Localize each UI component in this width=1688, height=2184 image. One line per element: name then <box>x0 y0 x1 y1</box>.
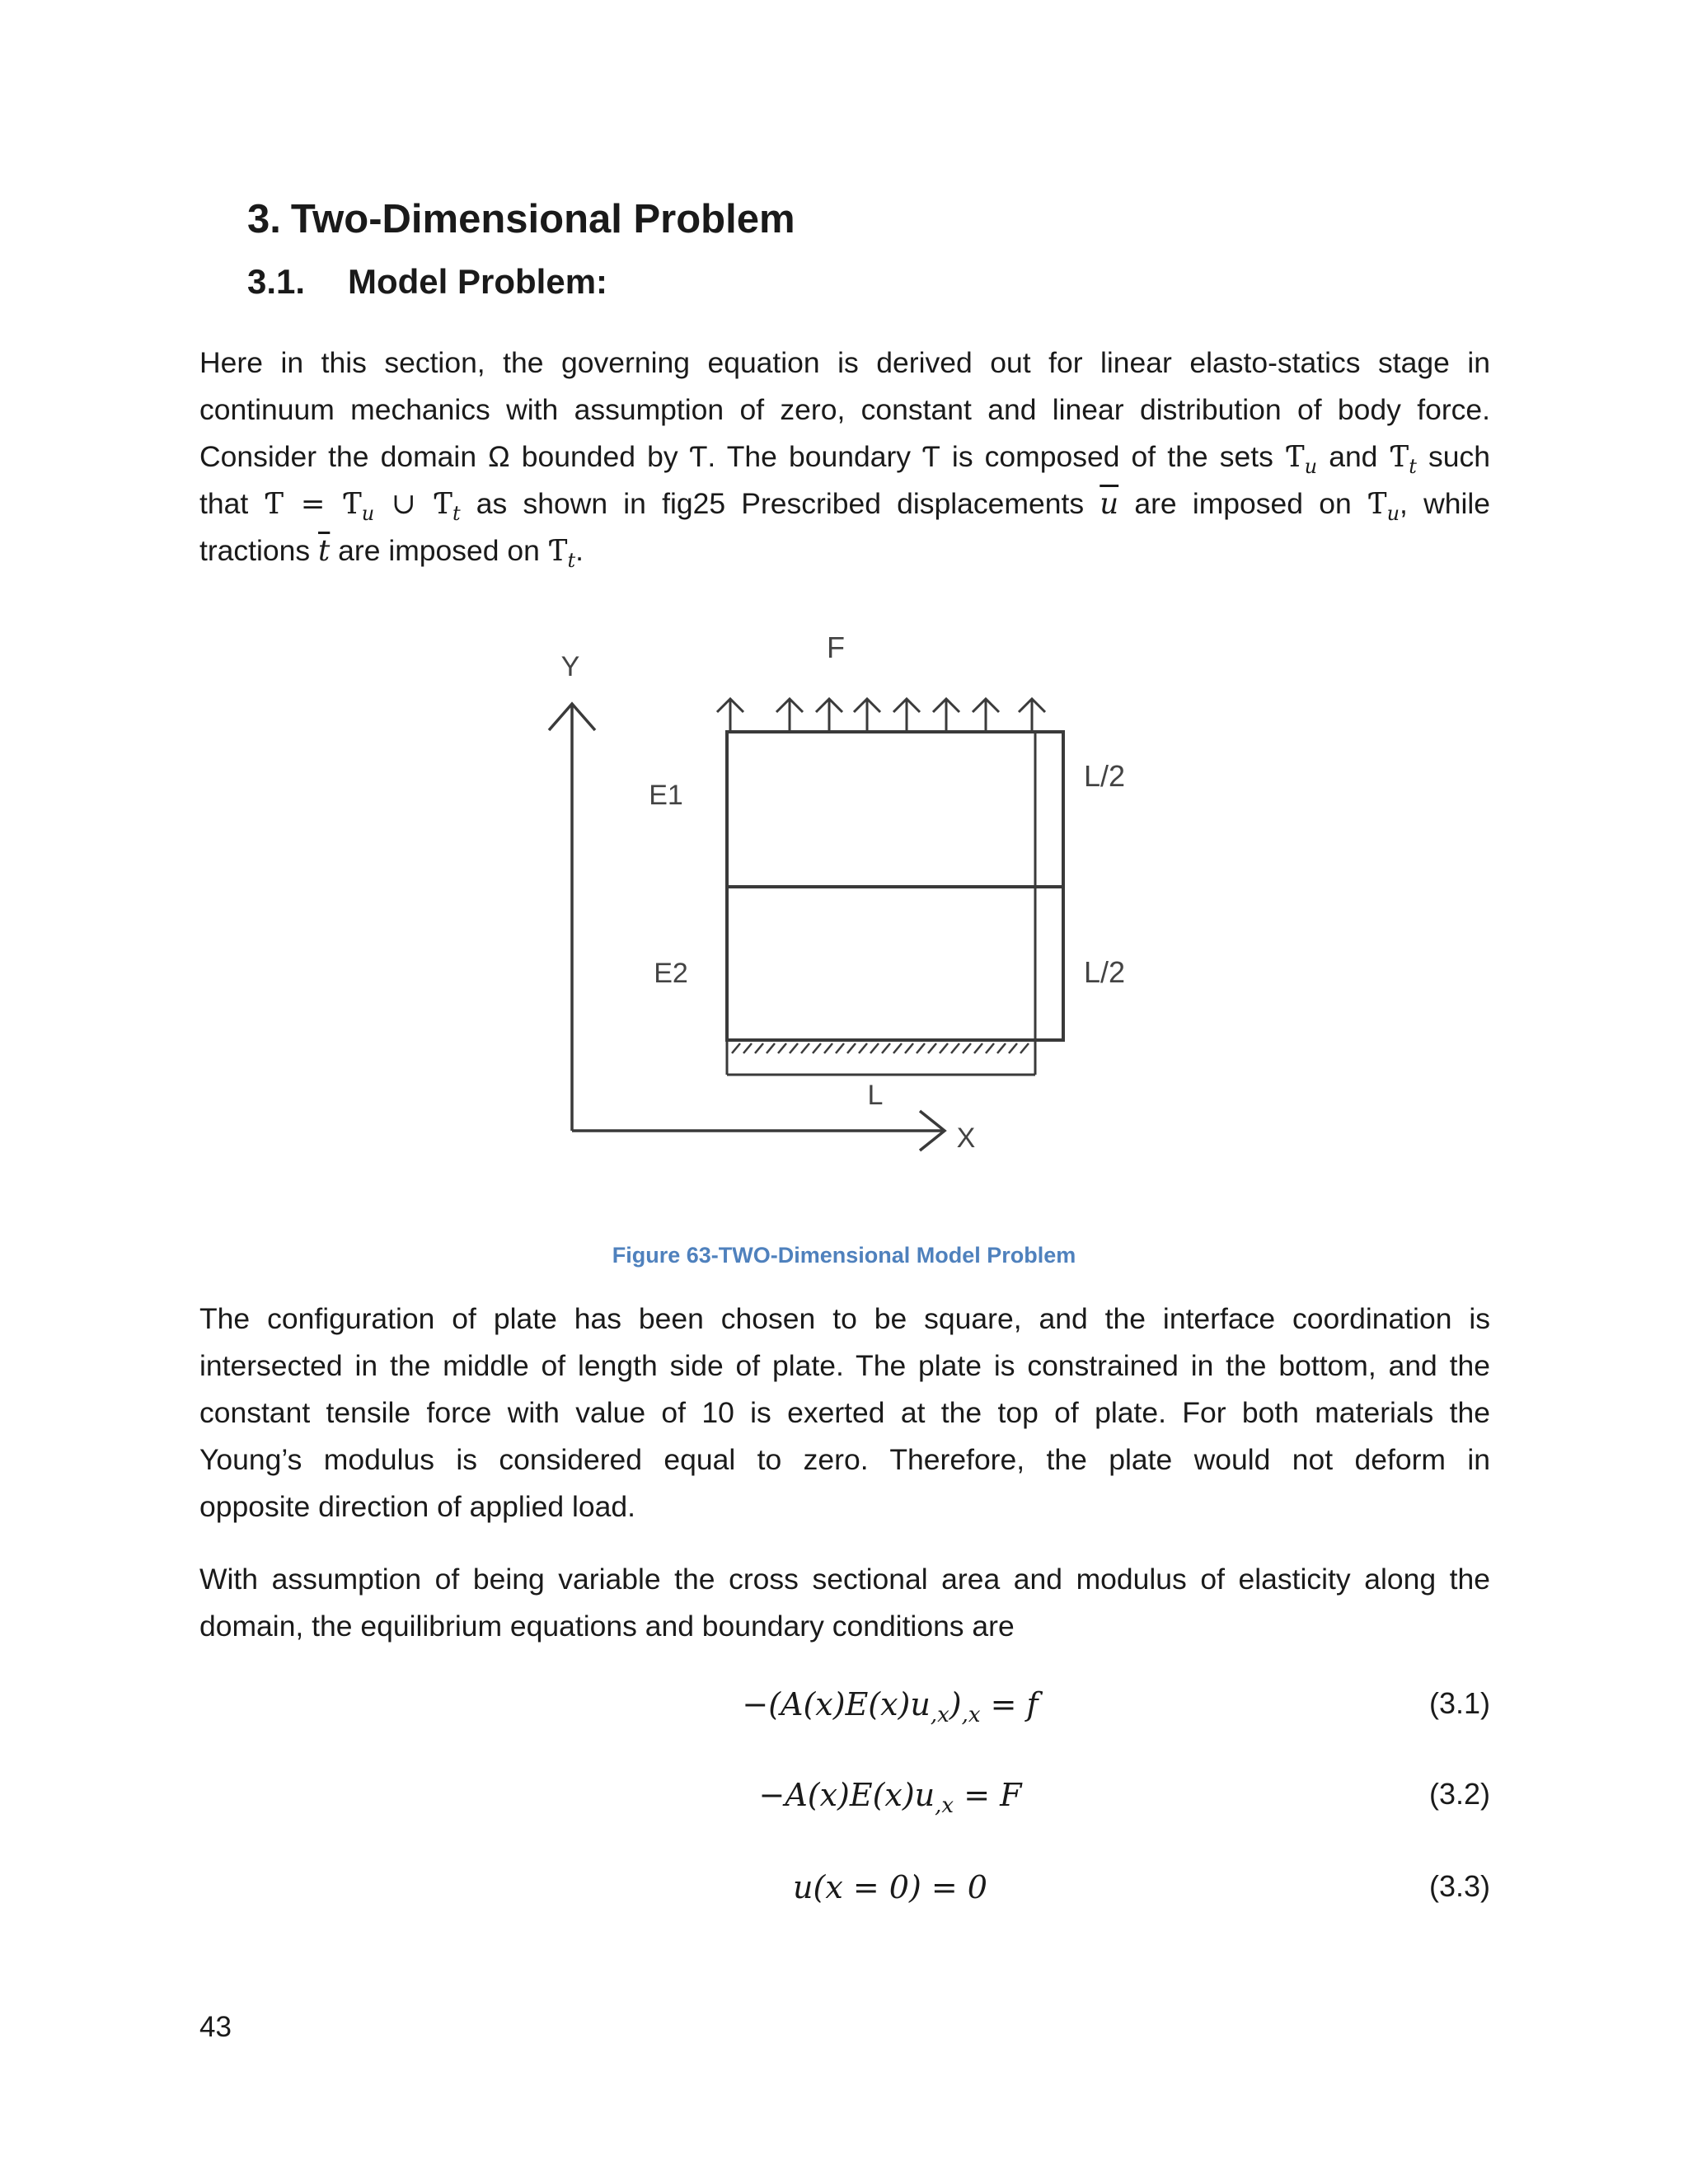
y-axis-label: Y <box>560 651 580 682</box>
text-line: opposite direction of applied load. <box>199 1490 635 1523</box>
equation-3-3 <box>0 1869 1688 1919</box>
figure-caption: Figure 63-TWO-Dimensional Model Problem <box>612 1243 1076 1268</box>
text-line: Young’s modulus is considered equal to zero. Therefore, the plate would not deform in <box>199 1443 1490 1476</box>
text-line: The configuration of plate has been chosen to be square, and the interface coordination is <box>199 1302 1490 1335</box>
equation-number: (3.1) <box>1428 1686 1490 1720</box>
paragraph-assumption <box>199 1556 1490 1650</box>
section-number: 3. <box>247 197 281 241</box>
page-number: 43 <box>199 2011 232 2043</box>
section-title: Two-Dimensional Problem <box>290 197 795 241</box>
x-axis-label: X <box>956 1122 976 1154</box>
text-line: constant tensile force with value of 10 is exerted at the top of plate. For both materials the <box>199 1396 1490 1429</box>
length-label: L <box>867 1080 884 1111</box>
subsection-heading <box>247 262 607 302</box>
model-problem-figure <box>528 625 1187 1218</box>
lower-half-dimension: L/2 <box>1083 955 1126 989</box>
equation-3-2 <box>0 1777 1688 1826</box>
subsection-number: 3.1. <box>247 262 306 301</box>
equation-expression: $-(A(x)E(x)u_{,x})_{,x} = f$ <box>742 1686 1039 1727</box>
text-line: continuum mechanics with assumption of zero, constant and linear distribution of body force. <box>199 393 1490 426</box>
equation-expression: u(x = 0) = 0 <box>793 1869 987 1905</box>
figure-drawing <box>528 625 1187 1218</box>
equation-expression: $-A(x)E(x)u_{,x} = F$ <box>758 1777 1022 1818</box>
upper-half-dimension: L/2 <box>1083 759 1126 793</box>
equation-number: (3.3) <box>1428 1869 1490 1903</box>
fixed-support-hatching <box>732 1043 1029 1053</box>
equation-3-1 <box>0 1686 1688 1736</box>
equation-number: (3.2) <box>1428 1777 1490 1811</box>
text-line: With assumption of being variable the cross sectional area and modulus of elasticity along the <box>199 1563 1490 1596</box>
text-line: Here in this section, the governing equation is derived out for linear elasto-statics stage in <box>199 346 1490 379</box>
subsection-title: Model Problem: <box>348 262 608 301</box>
paragraph-configuration <box>199 1296 1490 1530</box>
text-line: domain, the equilibrium equations and boundary conditions are <box>199 1610 1015 1643</box>
paragraph-intro <box>199 340 1490 574</box>
material-e1-label: E1 <box>649 780 683 811</box>
text-line: that Ƭ = $Ƭ_u$ ∪ $Ƭ_t$ as shown in fig25 Prescribed displacements $\overline{u}$ are imposed on $Ƭ_u$, while <box>199 487 1490 525</box>
text-line: intersected in the middle of length side of plate. The plate is constrained in the bottom, and the <box>199 1349 1490 1382</box>
force-label: F <box>827 630 845 664</box>
text-line: tractions $\overline{t}$ are imposed on $Ƭ_t$. <box>199 534 584 572</box>
tensile-load-arrows <box>717 699 1045 730</box>
text-line: Consider the domain Ω bounded by Ƭ. The boundary Ƭ is composed of the sets $Ƭ_u$ and $Ƭ_t$ such <box>199 440 1490 478</box>
section-heading <box>247 196 795 242</box>
boundary-union-expression: Ƭ = $Ƭ_u$ ∪ $Ƭ_t$ <box>264 487 461 525</box>
material-e2-label: E2 <box>654 958 688 989</box>
